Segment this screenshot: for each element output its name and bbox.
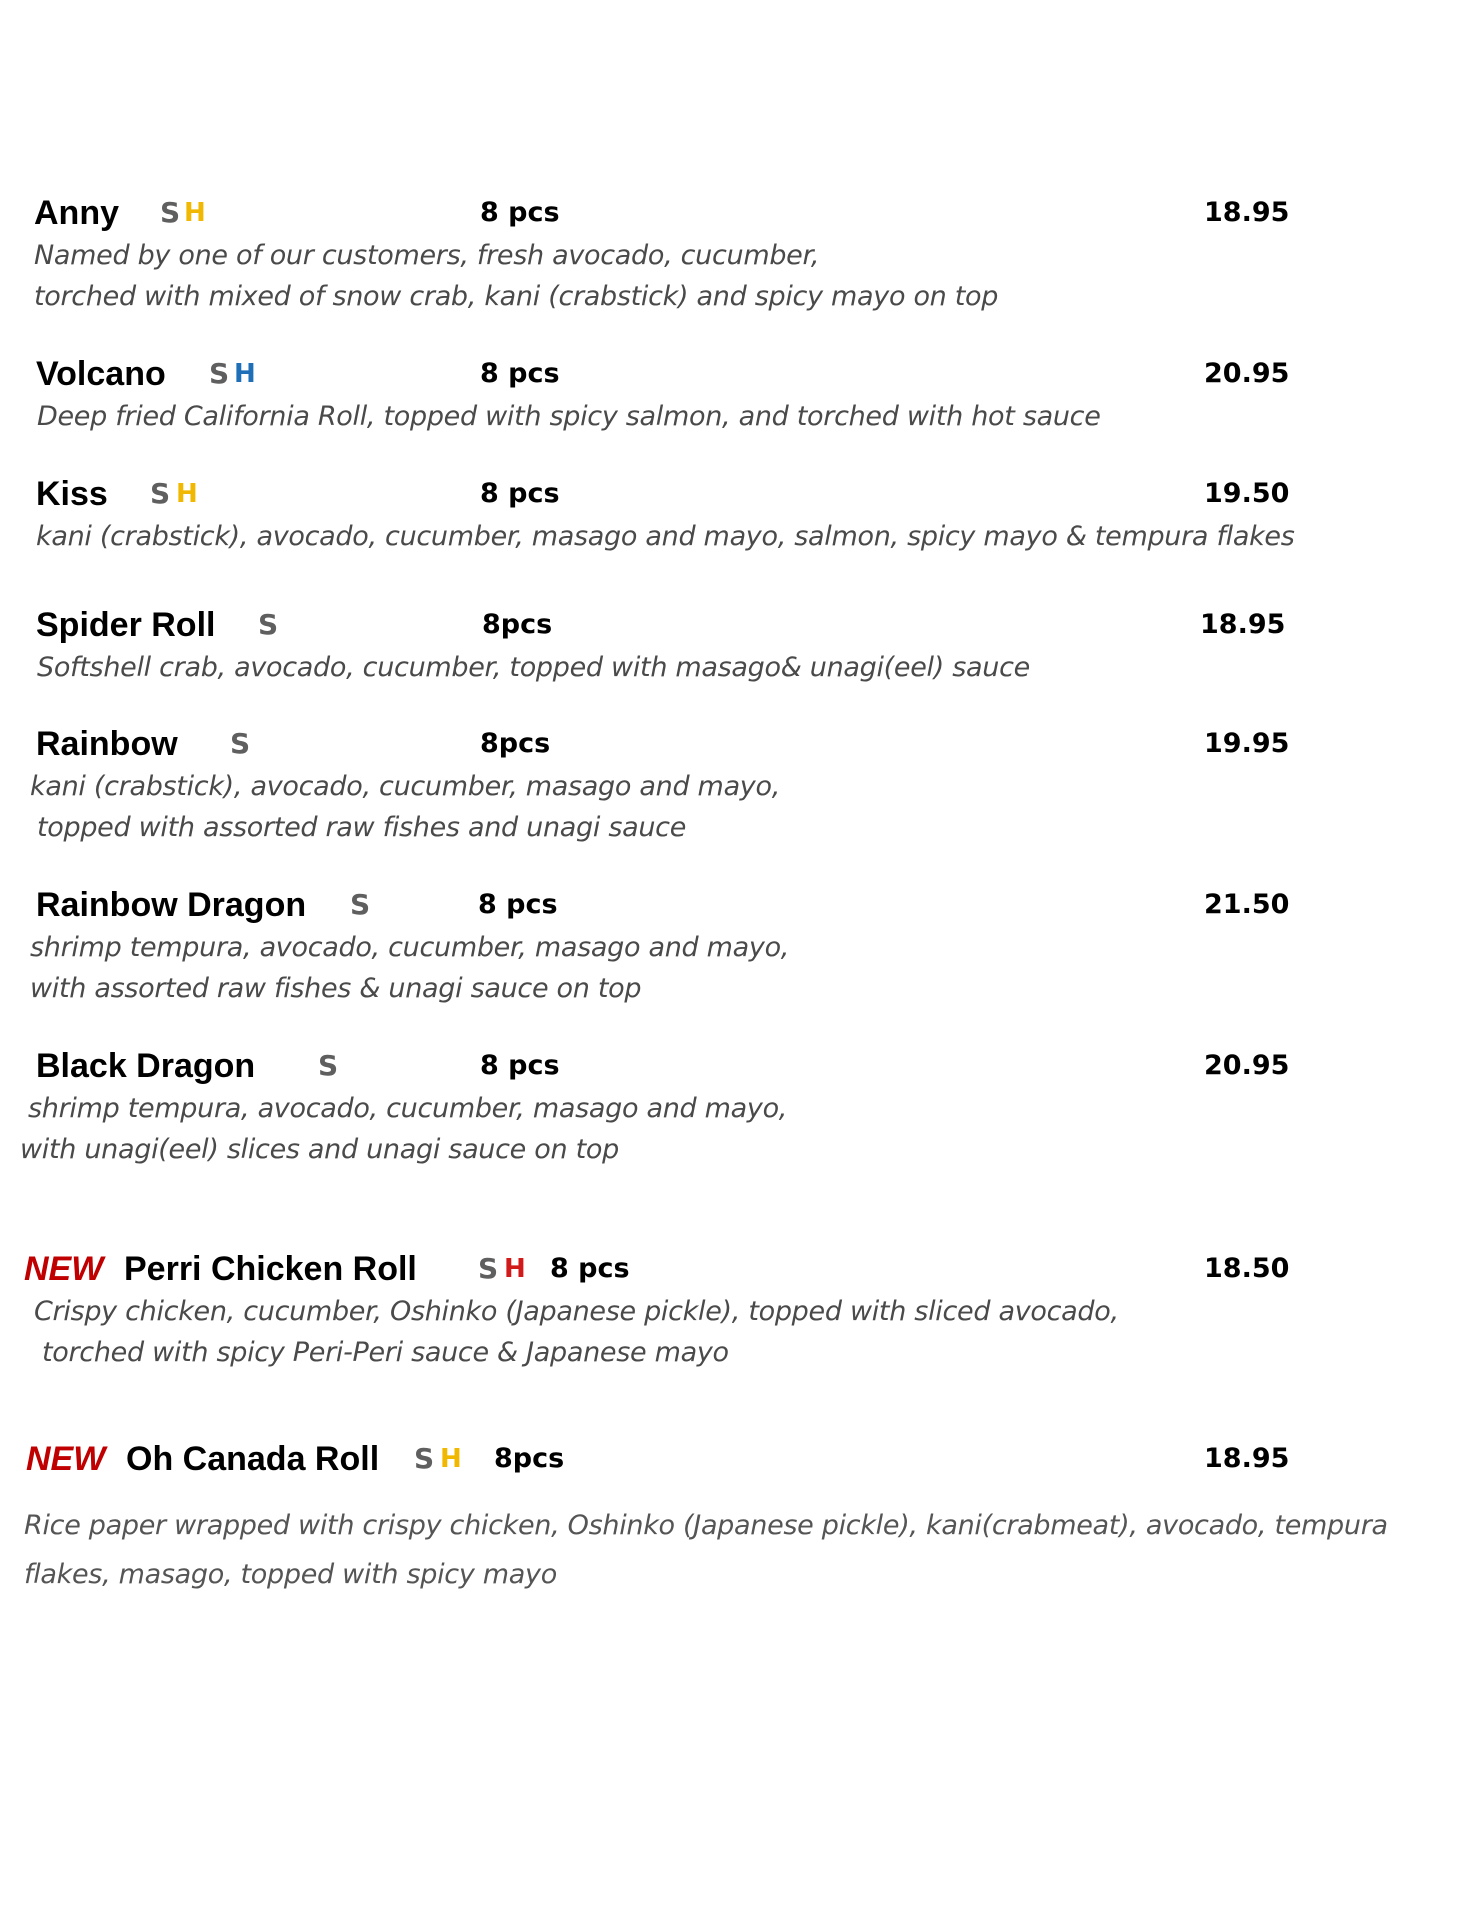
menu-item-header [0,1437,1484,1481]
menu-item-description-line: with assorted raw fishes & unagi sauce on top [30,973,642,1004]
menu-item-header [0,722,1484,766]
menu-item-price: 19.50 [1204,478,1290,509]
menu-item-name: Rainbow Dragon [36,886,307,924]
menu-item-name: Perri Chicken Roll [124,1250,417,1288]
spicy-tag: S [350,888,371,921]
menu-item-header [0,352,1484,396]
menu-item-description-line: Crispy chicken, cucumber, Oshinko (Japanese pickle), topped with sliced avocado, [34,1296,1119,1327]
menu-item-description-line: with unagi(eel) slices and unagi sauce on top [20,1134,619,1165]
hot-tag: H [234,359,256,389]
menu-item-price: 18.95 [1204,197,1290,228]
menu-item-price: 18.95 [1200,609,1286,640]
menu-item-header [0,472,1484,516]
menu-item-pieces: 8pcs [482,609,553,640]
menu-item-name: Spider Roll [36,606,216,644]
menu-item-description-line: Softshell crab, avocado, cucumber, topped with masago& unagi(eel) sauce [37,652,1030,683]
hot-tag: H [504,1254,526,1284]
menu-item-pieces: 8 pcs [480,358,560,389]
menu-item-name: Rainbow [36,725,178,763]
menu-item-description-line: kani (crabstick), avocado, cucumber, masago and mayo, salmon, spicy mayo & tempura flakes [36,521,1295,552]
menu-item-pieces: 8pcs [480,728,551,759]
menu-item-rainbow [0,722,1484,843]
new-label: NEW [26,1440,106,1478]
menu-item-description-line: Deep fried California Roll, topped with spicy salmon, and torched with hot sauce [37,401,1101,432]
spicy-tag: S [160,196,181,229]
hot-tag: H [176,479,198,509]
menu-item-price: 18.50 [1204,1253,1290,1284]
menu-item-oh-canada-roll [0,1437,1484,1590]
menu-item-black-dragon [0,1044,1484,1165]
menu-item-description-line: torched with mixed of snow crab, kani (crabstick) and spicy mayo on top [34,281,999,312]
menu-item-description-line: Named by one of our customers, fresh avocado, cucumber, [34,240,820,271]
menu-item-price: 21.50 [1204,889,1290,920]
menu-item-anny [0,191,1484,312]
menu-item-pieces: 8 pcs [550,1253,630,1284]
menu-item-pieces: 8pcs [494,1443,565,1474]
menu-item-description-line: Rice paper wrapped with crispy chicken, Oshinko (Japanese pickle), kani(crabmeat), avocado, tempura [24,1510,1388,1541]
menu-item-header [0,883,1484,927]
menu-item-description-line: shrimp tempura, avocado, cucumber, masago and mayo, [28,1093,788,1124]
menu-item-description-line: flakes, masago, topped with spicy mayo [24,1559,557,1590]
hot-tag: H [184,198,206,228]
menu-item-volcano [0,352,1484,432]
menu-item-pieces: 8 pcs [478,889,558,920]
menu-item-kiss [0,472,1484,552]
menu-item-header [0,1044,1484,1088]
menu-item-pieces: 8 pcs [480,478,560,509]
menu-item-price: 19.95 [1204,728,1290,759]
menu-item-name: Volcano [36,355,166,393]
menu-item-name: Kiss [36,475,108,513]
menu-item-price: 18.95 [1204,1443,1290,1474]
spicy-tag: S [209,357,230,390]
menu-item-rainbow-dragon [0,883,1484,1004]
spicy-tag: S [230,727,251,760]
spicy-tag: S [258,608,279,641]
menu-item-spider-roll [0,603,1484,683]
menu-item-description-line: torched with spicy Peri-Peri sauce & Japanese mayo [42,1337,729,1368]
spicy-tag: S [318,1049,339,1082]
menu-item-header [0,603,1484,647]
menu-item-header [0,1247,1484,1291]
hot-tag: H [440,1444,462,1474]
menu-item-header [0,191,1484,235]
menu-item-pieces: 8 pcs [480,1050,560,1081]
spicy-tag: S [414,1442,435,1475]
menu-item-price: 20.95 [1204,358,1290,389]
menu-item-price: 20.95 [1204,1050,1290,1081]
menu-item-name: Oh Canada Roll [126,1440,380,1478]
menu-item-description-line: topped with assorted raw fishes and unagi sauce [37,812,687,843]
spicy-tag: S [150,477,171,510]
menu-item-name: Anny [34,194,119,232]
menu-item-name: Black Dragon [36,1047,256,1085]
new-label: NEW [24,1250,104,1288]
spicy-tag: S [478,1252,499,1285]
menu-item-description-line: kani (crabstick), avocado, cucumber, masago and mayo, [30,771,780,802]
menu-item-pieces: 8 pcs [480,197,560,228]
menu-item-description-line: shrimp tempura, avocado, cucumber, masago and mayo, [30,932,790,963]
menu-item-perri-chicken-roll [0,1247,1484,1368]
